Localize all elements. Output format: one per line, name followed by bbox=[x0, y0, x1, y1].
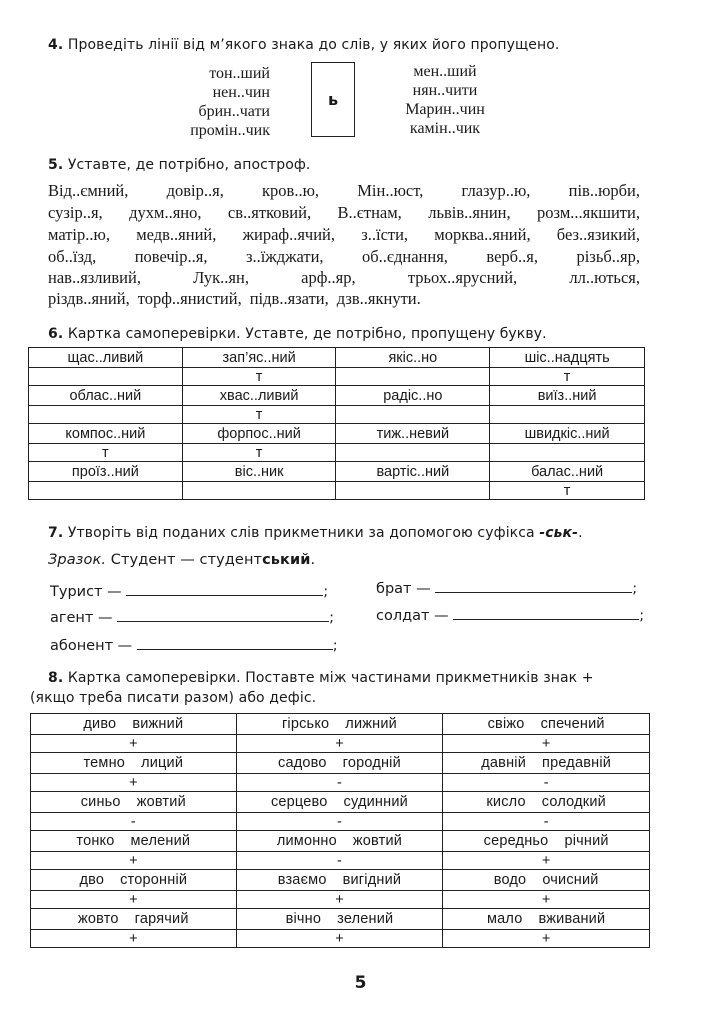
fill-row bbox=[50, 581, 328, 600]
exercise-7-text-end: . bbox=[578, 525, 583, 541]
second-part: очисний bbox=[542, 872, 599, 888]
answer-cell[interactable]: т bbox=[490, 482, 645, 500]
apostrophe-word[interactable]: розм...якшити, bbox=[537, 203, 640, 222]
apostrophe-word[interactable]: лл..ються, bbox=[569, 268, 640, 287]
second-part: річний bbox=[564, 833, 609, 849]
apostrophe-word[interactable]: трьох..ярусний, bbox=[407, 268, 518, 287]
fill-row bbox=[50, 607, 334, 626]
word-cell[interactable]: швидкіс..ний bbox=[490, 424, 645, 444]
answer-cell[interactable]: + bbox=[443, 735, 650, 753]
answer-row bbox=[31, 735, 650, 753]
compound-cell[interactable] bbox=[236, 753, 443, 774]
compound-cell[interactable] bbox=[236, 714, 443, 735]
exercise-7-text: Утворіть від поданих слів прикметники за допомогою суфікса bbox=[67, 525, 535, 541]
apostrophe-word[interactable]: медв..яний, bbox=[136, 225, 217, 244]
answer-cell[interactable] bbox=[336, 444, 490, 462]
compound-cell[interactable] bbox=[31, 714, 237, 735]
paragraph-line bbox=[48, 181, 640, 201]
word-right[interactable]: мен..ший bbox=[413, 63, 477, 80]
fill-word: агент — bbox=[50, 610, 113, 626]
first-part: лимонно bbox=[276, 833, 337, 849]
exercise-8-table bbox=[30, 713, 650, 948]
word-left[interactable]: нен..чин bbox=[212, 84, 270, 101]
exercise-5-number: 5. bbox=[48, 157, 64, 173]
answer-cell[interactable] bbox=[336, 406, 490, 424]
answer-cell[interactable]: + bbox=[31, 930, 237, 948]
exercise-5-text: Уставте, де потрібно, апостроф. bbox=[67, 157, 311, 173]
second-part: вижний bbox=[132, 716, 184, 732]
answer-blank[interactable] bbox=[137, 635, 333, 650]
answer-row bbox=[29, 482, 645, 500]
answer-row bbox=[31, 891, 650, 909]
apostrophe-word[interactable]: пів..юрби, bbox=[568, 181, 640, 200]
first-part: садово bbox=[278, 755, 327, 771]
apostrophe-word[interactable]: глазур..ю, bbox=[461, 181, 531, 200]
first-part: давній bbox=[481, 755, 527, 771]
answer-row bbox=[31, 774, 650, 792]
fill-word: солдат — bbox=[376, 608, 449, 624]
answer-row bbox=[31, 813, 650, 831]
compound-cell[interactable] bbox=[443, 870, 650, 891]
first-part: дво bbox=[79, 872, 105, 888]
sample-end: . bbox=[310, 552, 316, 568]
exercise-4-right-words bbox=[395, 62, 495, 138]
answer-cell[interactable]: - bbox=[31, 813, 237, 831]
answer-cell[interactable]: т bbox=[490, 368, 645, 386]
second-part: лиций bbox=[141, 755, 184, 771]
fill-sep: ; bbox=[329, 610, 334, 626]
apostrophe-word[interactable]: матір..ю, bbox=[48, 225, 110, 244]
exercise-8-text-line2: (якщо треба писати разом) або дефіс. bbox=[30, 690, 317, 706]
paragraph-line bbox=[48, 289, 640, 309]
second-part: спечений bbox=[540, 716, 605, 732]
exercise-4-heading bbox=[48, 37, 559, 53]
table-row bbox=[29, 386, 645, 406]
second-part: сторонній bbox=[120, 872, 188, 888]
sample-suffix: ський bbox=[262, 552, 311, 568]
second-part: солодкий bbox=[541, 794, 606, 810]
fill-row bbox=[376, 605, 644, 624]
word-cell[interactable]: віс..ник bbox=[182, 462, 336, 482]
second-part: судинний bbox=[343, 794, 408, 810]
apostrophe-word[interactable]: львів..янин, bbox=[428, 203, 511, 222]
compound-cell[interactable] bbox=[31, 753, 237, 774]
apostrophe-word[interactable]: з..їсти, bbox=[361, 225, 409, 244]
second-part: лижний bbox=[345, 716, 397, 732]
first-part: мало bbox=[487, 911, 523, 927]
first-part: свіжо bbox=[487, 716, 525, 732]
answer-blank[interactable] bbox=[117, 607, 329, 622]
first-part: кисло bbox=[486, 794, 526, 810]
fill-sep: ; bbox=[639, 608, 645, 624]
fill-word: Турист — bbox=[50, 584, 122, 600]
second-part: жовтий bbox=[136, 794, 186, 810]
table-row bbox=[31, 831, 650, 852]
compound-cell[interactable] bbox=[443, 792, 650, 813]
second-part: мелений bbox=[130, 833, 191, 849]
word-cell[interactable]: вартіс..ний bbox=[336, 462, 490, 482]
answer-blank[interactable] bbox=[453, 605, 639, 620]
compound-cell[interactable] bbox=[236, 792, 443, 813]
word-left[interactable]: тон..ший bbox=[209, 65, 270, 82]
answer-cell[interactable]: + bbox=[443, 852, 650, 870]
first-part: водо bbox=[493, 872, 527, 888]
second-part: гарячий bbox=[134, 911, 189, 927]
fill-row bbox=[50, 635, 338, 654]
table-row bbox=[31, 792, 650, 813]
suffix: -ськ- bbox=[539, 525, 579, 541]
fill-word: абонент — bbox=[50, 638, 133, 654]
answer-cell[interactable] bbox=[182, 482, 336, 500]
answer-cell[interactable]: + bbox=[443, 891, 650, 909]
exercise-6-heading bbox=[48, 326, 547, 342]
answer-row bbox=[29, 368, 645, 386]
soft-sign: ь bbox=[327, 90, 339, 109]
answer-cell[interactable] bbox=[336, 368, 490, 386]
apostrophe-word[interactable]: з..їжджати, bbox=[245, 247, 324, 266]
word-cell[interactable]: радіс..но bbox=[336, 386, 490, 406]
word-right[interactable]: Марин..чин bbox=[405, 101, 485, 118]
word-cell[interactable]: щас..ливий bbox=[29, 348, 183, 368]
apostrophe-word[interactable]: В..єтнам, bbox=[337, 203, 402, 222]
second-part: предавній bbox=[542, 755, 612, 771]
answer-cell[interactable]: - bbox=[236, 852, 443, 870]
exercise-4-left-words bbox=[170, 64, 270, 140]
page-number: 5 bbox=[354, 973, 367, 993]
word-cell[interactable]: виїз..ний bbox=[490, 386, 645, 406]
paragraph-line bbox=[48, 247, 640, 267]
second-part: зелений bbox=[337, 911, 394, 927]
answer-cell[interactable] bbox=[29, 482, 183, 500]
answer-cell[interactable] bbox=[490, 406, 645, 424]
apostrophe-word[interactable]: довір..я, bbox=[166, 181, 224, 200]
compound-cell[interactable] bbox=[443, 753, 650, 774]
answer-cell[interactable] bbox=[490, 444, 645, 462]
apostrophe-word[interactable]: об..їзд, bbox=[48, 247, 97, 266]
first-part: синьо bbox=[80, 794, 121, 810]
apostrophe-word[interactable]: верб..я, bbox=[486, 247, 539, 266]
word-cell[interactable]: якіс..но bbox=[336, 348, 490, 368]
compound-cell[interactable] bbox=[236, 870, 443, 891]
answer-row bbox=[31, 930, 650, 948]
soft-sign-box[interactable] bbox=[311, 62, 355, 137]
compound-cell[interactable] bbox=[31, 870, 237, 891]
fill-sep: ; bbox=[332, 638, 338, 654]
paragraph-line bbox=[48, 203, 640, 223]
answer-row bbox=[31, 852, 650, 870]
apostrophe-word[interactable]: торф..янистий, bbox=[137, 289, 242, 308]
exercise-6-number: 6. bbox=[48, 326, 64, 342]
answer-cell[interactable]: + bbox=[443, 930, 650, 948]
apostrophe-word[interactable]: Мін..юст, bbox=[357, 181, 424, 200]
apostrophe-word[interactable]: духм..яно, bbox=[129, 203, 202, 222]
exercise-7-sample bbox=[48, 552, 315, 568]
first-part: гірсько bbox=[281, 716, 330, 732]
answer-cell[interactable]: + bbox=[236, 735, 443, 753]
sample-text: Студент — студент bbox=[110, 552, 263, 568]
word-cell[interactable]: шіс..надцять bbox=[490, 348, 645, 368]
word-cell[interactable]: компос..ний bbox=[29, 424, 183, 444]
paragraph-line bbox=[48, 268, 640, 288]
apostrophe-word[interactable]: Від..ємний, bbox=[48, 181, 129, 200]
first-part: тонко bbox=[76, 833, 115, 849]
apostrophe-word[interactable]: повечір..я, bbox=[134, 247, 208, 266]
answer-cell[interactable]: т bbox=[182, 444, 336, 462]
word-cell[interactable]: форпос..ний bbox=[182, 424, 336, 444]
first-part: диво bbox=[83, 716, 117, 732]
second-part: жовтий bbox=[352, 833, 403, 849]
word-cell[interactable]: зап’яс..ний bbox=[182, 348, 336, 368]
paragraph-line bbox=[48, 225, 640, 245]
exercise-8-text-line1: Картка самоперевірки. Поставте між частинами прикметників знак + bbox=[67, 670, 594, 686]
answer-blank[interactable] bbox=[435, 578, 632, 593]
first-part: взаємо bbox=[277, 872, 327, 888]
answer-cell[interactable]: - bbox=[236, 774, 443, 792]
word-cell[interactable]: тиж..невий bbox=[336, 424, 490, 444]
table-row bbox=[29, 462, 645, 482]
sample-label: Зразок. bbox=[48, 552, 107, 568]
word-left[interactable]: промін..чик bbox=[190, 122, 270, 139]
compound-cell[interactable] bbox=[443, 714, 650, 735]
compound-cell[interactable] bbox=[31, 909, 237, 930]
second-part: городній bbox=[342, 755, 401, 771]
exercise-8-number: 8. bbox=[48, 670, 64, 686]
fill-sep: ; bbox=[323, 584, 329, 600]
compound-cell[interactable] bbox=[236, 909, 443, 930]
compound-cell[interactable] bbox=[443, 909, 650, 930]
compound-cell[interactable] bbox=[236, 831, 443, 852]
fill-word: брат — bbox=[376, 581, 431, 597]
first-part: вічно bbox=[285, 911, 322, 927]
answer-cell[interactable] bbox=[29, 406, 183, 424]
answer-blank[interactable] bbox=[126, 581, 323, 596]
word-cell[interactable]: хвас..ливий bbox=[182, 386, 336, 406]
compound-cell[interactable] bbox=[31, 792, 237, 813]
table-row bbox=[31, 753, 650, 774]
fill-sep: ; bbox=[632, 581, 638, 597]
word-right[interactable]: камін..чик bbox=[409, 120, 481, 137]
table-row bbox=[29, 424, 645, 444]
answer-row bbox=[29, 444, 645, 462]
apostrophe-word[interactable]: різьб..яр, bbox=[576, 247, 640, 266]
table-row bbox=[31, 870, 650, 891]
first-part: середньо bbox=[483, 833, 549, 849]
word-cell[interactable]: балас..ний bbox=[490, 462, 645, 482]
apostrophe-word[interactable]: арф..яр, bbox=[301, 268, 356, 287]
exercise-5-heading bbox=[48, 157, 310, 173]
apostrophe-word[interactable]: сузір..я, bbox=[48, 203, 103, 222]
answer-cell[interactable]: т bbox=[182, 368, 336, 386]
answer-cell[interactable]: + bbox=[236, 930, 443, 948]
apostrophe-word[interactable]: жираф..ячий, bbox=[242, 225, 336, 244]
exercise-8-heading bbox=[48, 670, 650, 686]
answer-cell[interactable]: - bbox=[236, 813, 443, 831]
answer-cell[interactable]: - bbox=[443, 774, 650, 792]
exercise-7-number: 7. bbox=[48, 525, 64, 541]
word-cell[interactable]: облас..ний bbox=[29, 386, 183, 406]
apostrophe-word[interactable]: підв..язати, bbox=[249, 289, 329, 308]
answer-cell[interactable]: + bbox=[31, 735, 237, 753]
first-part: темно bbox=[83, 755, 126, 771]
answer-cell[interactable] bbox=[336, 482, 490, 500]
first-part: серцево bbox=[270, 794, 328, 810]
exercise-6-text: Картка самоперевірки. Уставте, де потрібно, пропущену букву. bbox=[67, 326, 547, 342]
answer-cell[interactable]: т bbox=[29, 444, 183, 462]
fill-row bbox=[376, 578, 637, 597]
answer-cell[interactable]: + bbox=[31, 774, 237, 792]
word-cell[interactable]: проїз..ний bbox=[29, 462, 183, 482]
answer-row bbox=[29, 406, 645, 424]
apostrophe-word[interactable]: дзв..якнути. bbox=[336, 289, 421, 308]
apostrophe-word[interactable]: св..ятковий, bbox=[227, 203, 312, 222]
answer-cell[interactable] bbox=[29, 368, 183, 386]
answer-cell[interactable]: + bbox=[31, 891, 237, 909]
second-part: вживаний bbox=[538, 911, 606, 927]
table-row bbox=[31, 714, 650, 735]
apostrophe-word[interactable]: об..єднання, bbox=[362, 247, 448, 266]
answer-cell[interactable]: + bbox=[31, 852, 237, 870]
exercise-4-number: 4. bbox=[48, 37, 64, 53]
compound-cell[interactable] bbox=[443, 831, 650, 852]
apostrophe-word[interactable]: морква..яний, bbox=[434, 225, 531, 244]
exercise-7-heading bbox=[48, 525, 583, 541]
second-part: вигідний bbox=[342, 872, 402, 888]
answer-cell[interactable]: + bbox=[236, 891, 443, 909]
compound-cell[interactable] bbox=[31, 831, 237, 852]
apostrophe-word[interactable]: Лук..ян, bbox=[193, 268, 249, 287]
word-left[interactable]: брин..чати bbox=[198, 103, 270, 120]
answer-cell[interactable]: - bbox=[443, 813, 650, 831]
apostrophe-word[interactable]: без..язикий, bbox=[556, 225, 640, 244]
table-row bbox=[29, 348, 645, 368]
apostrophe-word[interactable]: кров..ю, bbox=[262, 181, 320, 200]
word-right[interactable]: нян..чити bbox=[412, 82, 478, 99]
table-row bbox=[31, 909, 650, 930]
first-part: жовто bbox=[77, 911, 119, 927]
exercise-4-text: Проведіть лінії від м’якого знака до слів, у яких його пропущено. bbox=[67, 37, 560, 53]
apostrophe-word[interactable]: різдв..яний, bbox=[48, 289, 130, 308]
apostrophe-word[interactable]: нав..язливий, bbox=[48, 268, 141, 287]
answer-cell[interactable]: т bbox=[182, 406, 336, 424]
exercise-6-table bbox=[28, 347, 645, 500]
